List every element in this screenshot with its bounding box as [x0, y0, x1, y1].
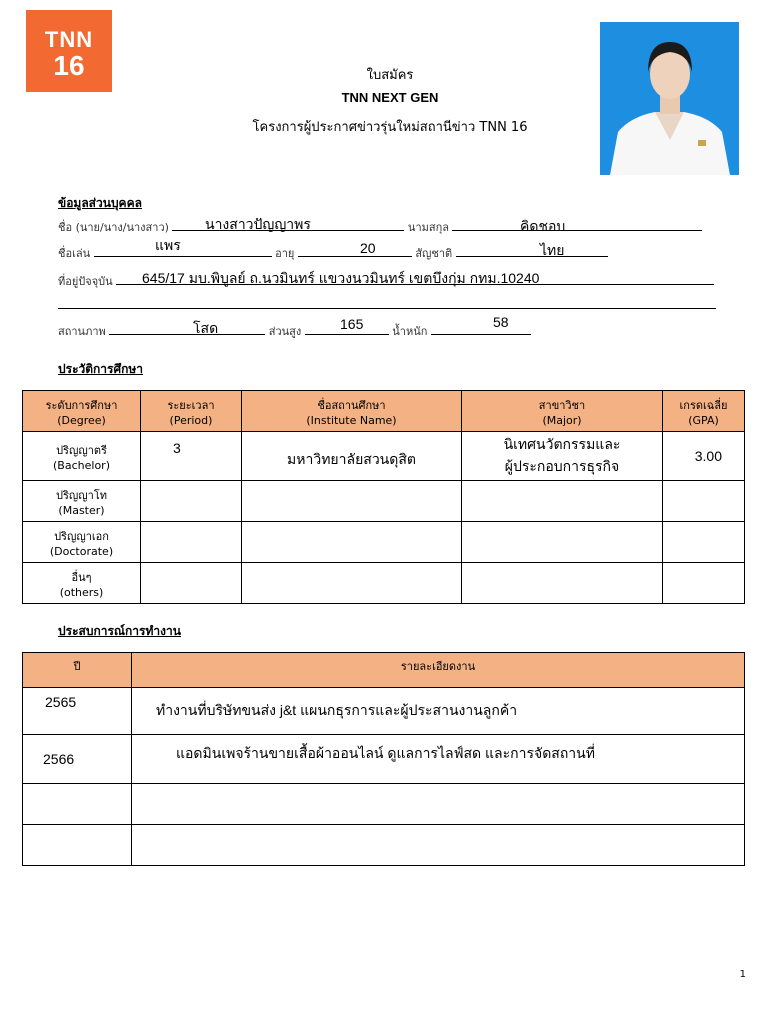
applicant-photo: [600, 22, 739, 175]
period-cell[interactable]: 3: [141, 432, 242, 481]
period-cell[interactable]: [141, 563, 242, 604]
status-value: โสด: [193, 320, 219, 336]
address-value: 645/17 มบ.พิบูลย์ ถ.นวมินทร์ แขวงนวมินทร์ เขตบึงกุ่ม กทม.10240: [142, 270, 540, 286]
detail-cell[interactable]: [132, 784, 745, 825]
address-field-2[interactable]: [58, 298, 716, 309]
address-label: ที่อยู่ปัจจุบัน: [58, 275, 113, 288]
table-row: [23, 432, 745, 481]
major-cell[interactable]: [462, 522, 663, 563]
table-row: [23, 522, 745, 563]
institute-cell[interactable]: มหาวิทยาลัยสวนดุสิต: [242, 432, 462, 481]
weight-value: 58: [493, 314, 509, 330]
degree-cell: ปริญญาตรี (Bachelor): [23, 432, 141, 481]
detail-header: รายละเอียดงาน: [132, 653, 745, 688]
height-label: ส่วนสูง: [268, 325, 302, 338]
major-cell[interactable]: [462, 563, 663, 604]
nationality-field[interactable]: [456, 246, 608, 257]
tnn16-logo: [26, 10, 112, 92]
institute-cell[interactable]: [242, 481, 462, 522]
gpa-cell[interactable]: [663, 522, 745, 563]
year-cell[interactable]: 2565: [23, 688, 132, 735]
surname-value: คิดชอบ: [520, 218, 566, 234]
age-field[interactable]: [298, 246, 412, 257]
year-cell[interactable]: 2566: [23, 735, 132, 784]
period-cell[interactable]: [141, 522, 242, 563]
page-number: 1: [739, 969, 746, 980]
work-header-row: [23, 653, 745, 688]
major-cell[interactable]: [462, 481, 663, 522]
age-value: 20: [360, 240, 376, 256]
name-row: [58, 218, 702, 236]
form-title: ใบสมัคร: [366, 68, 414, 83]
detail-cell[interactable]: ทำงานที่บริษัทขนส่ง j&t แผนกธุรการและผู้ประสานงานลูกค้า: [132, 688, 745, 735]
gpa-cell[interactable]: 3.00: [663, 432, 745, 481]
year-cell[interactable]: [23, 784, 132, 825]
institute-header: ชื่อสถานศึกษา (Institute Name): [242, 391, 462, 432]
work-section-title: ประสบการณ์การทำงาน: [58, 624, 181, 638]
year-cell[interactable]: [23, 825, 132, 866]
period-cell[interactable]: [141, 481, 242, 522]
gpa-cell[interactable]: [663, 563, 745, 604]
nickname-field[interactable]: [94, 246, 272, 257]
year-header: ปี: [23, 653, 132, 688]
detail-cell[interactable]: [132, 825, 745, 866]
address-row-2: [58, 298, 716, 312]
table-row: [23, 481, 745, 522]
institute-cell[interactable]: [242, 522, 462, 563]
period-header: ระยะเวลา (Period): [141, 391, 242, 432]
surname-label: นามสกุล: [407, 221, 449, 234]
major-cell[interactable]: นิเทศนวัตกรรมและ ผู้ประกอบการธุรกิจ: [462, 432, 663, 481]
program-name: TNN NEXT GEN: [341, 90, 439, 105]
nationality-value: ไทย: [540, 242, 565, 258]
nickname-label: ชื่อเล่น: [58, 247, 91, 260]
age-label: อายุ: [275, 247, 295, 260]
nickname-value: แพร: [155, 237, 181, 253]
status-field[interactable]: [109, 324, 265, 335]
status-label: สถานภาพ: [58, 325, 106, 338]
education-section-title: ประวัติการศึกษา: [58, 362, 144, 376]
table-row: [23, 784, 745, 825]
weight-label: น้ำหนัก: [392, 325, 428, 338]
nationality-label: สัญชาติ: [415, 247, 453, 260]
degree-cell: ปริญญาโท (Master): [23, 481, 141, 522]
program-subtitle: โครงการผู้ประกาศข่าวรุ่นใหม่สถานีข่าว TNN 16: [252, 120, 528, 135]
major-header: สาขาวิชา (Major): [462, 391, 663, 432]
personal-section-title: ข้อมูลส่วนบุคคล: [58, 196, 142, 210]
table-row: [23, 825, 745, 866]
table-row: [23, 563, 745, 604]
degree-cell: อื่นๆ (others): [23, 563, 141, 604]
logo-line2: 16: [53, 50, 85, 81]
work-table: [22, 652, 745, 866]
education-table: [22, 390, 745, 604]
table-row: [23, 688, 745, 735]
name-value: นางสาวปัญญาพร: [205, 216, 311, 232]
gpa-header: เกรดเฉลี่ย (GPA): [663, 391, 745, 432]
surname-field[interactable]: [452, 220, 702, 231]
height-value: 165: [340, 316, 364, 332]
logo-line1: TNN: [44, 27, 94, 52]
gpa-cell[interactable]: [663, 481, 745, 522]
nickname-row: [58, 244, 608, 262]
weight-field[interactable]: [431, 324, 531, 335]
degree-cell: ปริญญาเอก (Doctorate): [23, 522, 141, 563]
education-header-row: [23, 391, 745, 432]
degree-header: ระดับการศึกษา (Degree): [23, 391, 141, 432]
detail-cell[interactable]: แอดมินเพจร้านขายเสื้อผ้าออนไลน์ ดูแลการไลฟ์สด และการจัดสถานที่: [132, 735, 745, 784]
table-row: [23, 735, 745, 784]
status-row: [58, 322, 531, 340]
name-label: ชื่อ (นาย/นาง/นางสาว): [58, 221, 169, 234]
institute-cell[interactable]: [242, 563, 462, 604]
